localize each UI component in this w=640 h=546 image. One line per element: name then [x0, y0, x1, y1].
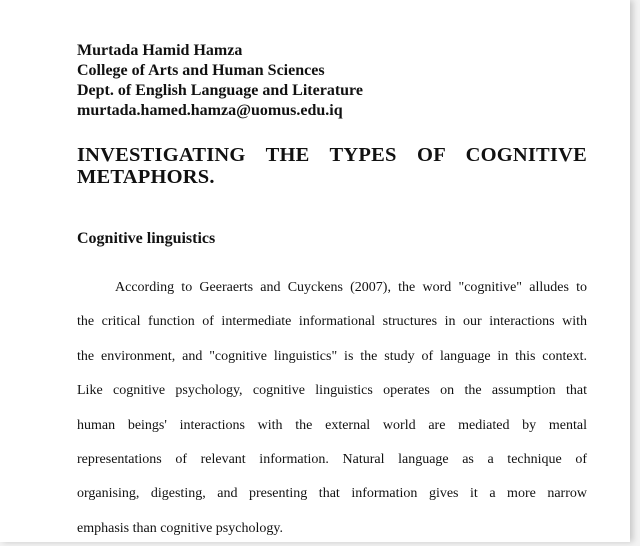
section-paragraph — [77, 271, 587, 546]
paragraph-line: representations of relevant information. Natural language as a technique of — [77, 451, 587, 467]
author-college: College of Arts and Human Sciences — [77, 62, 325, 79]
paragraph-line: emphasis than cognitive psychology. — [77, 520, 283, 536]
paragraph-line: According to Geeraerts and Cuyckens (2007), the word "cognitive" alludes to — [115, 280, 587, 295]
paragraph-line: the environment, and "cognitive linguistics" is the study of language in this context. — [77, 348, 587, 364]
author-name: Murtada Hamid Hamza — [77, 42, 243, 59]
paper-title: INVESTIGATING THE TYPES OF COGNITIVE METAPHORS. — [77, 144, 587, 188]
paragraph-line: Like cognitive psychology, cognitive linguistics operates on the assumption that — [77, 383, 587, 399]
paragraph-line: the critical function of intermediate informational structures in our interactions with — [77, 314, 587, 330]
section-heading: Cognitive linguistics — [77, 230, 216, 247]
author-block — [77, 41, 363, 121]
paragraph-line: organising, digesting, and presenting that information gives it a more narrow — [77, 486, 587, 502]
author-department: Dept. of English Language and Literature — [77, 82, 363, 99]
author-email: murtada.hamed.hamza@uomus.edu.iq — [77, 102, 343, 119]
paragraph-line: human beings' interactions with the external world are mediated by mental — [77, 417, 587, 433]
